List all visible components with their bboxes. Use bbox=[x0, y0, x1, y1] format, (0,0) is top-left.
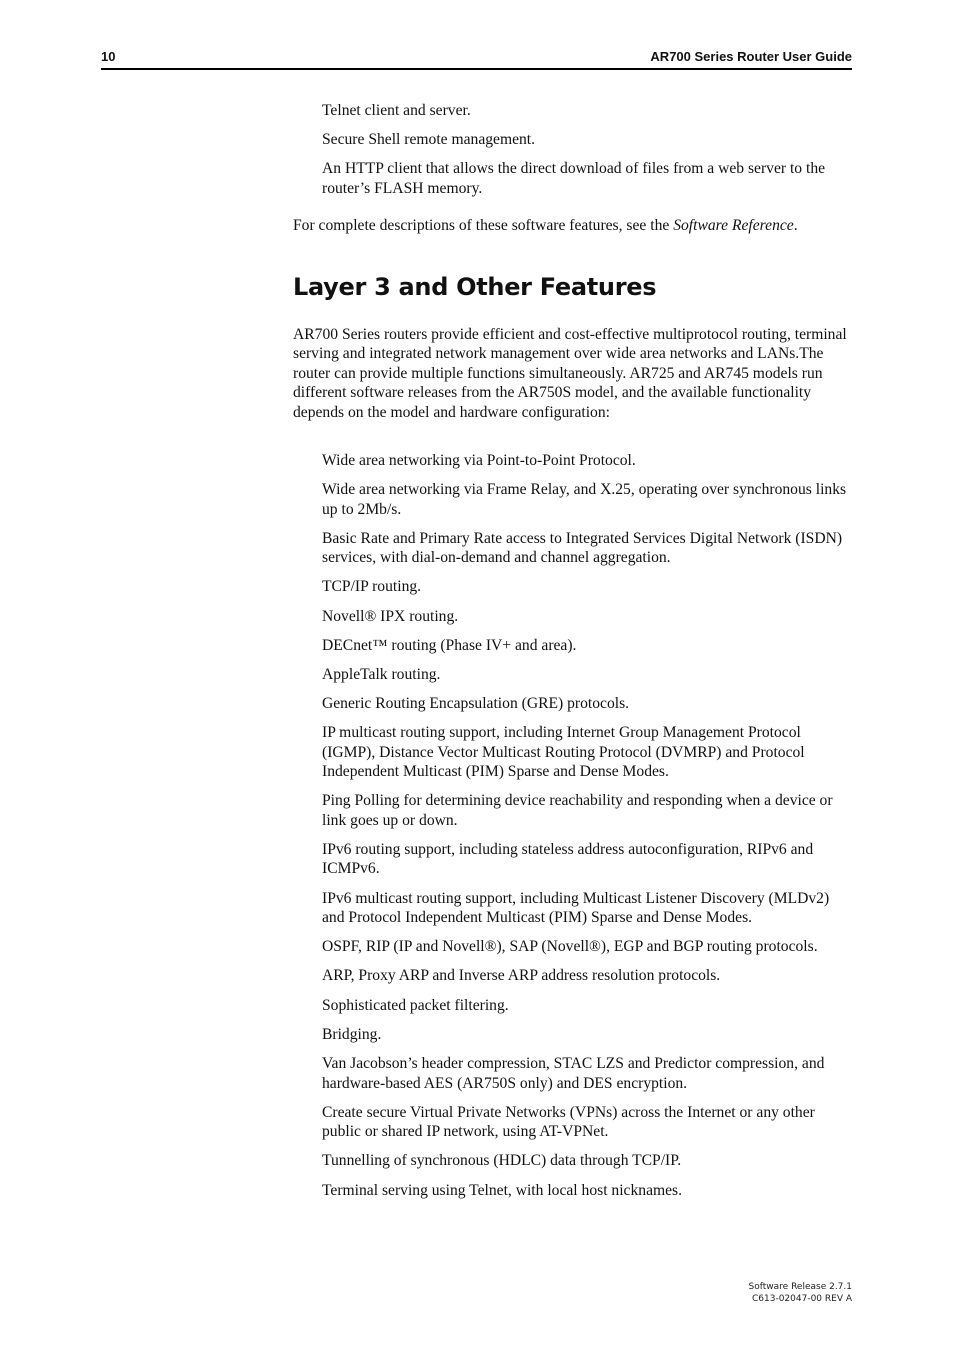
software-release: Software Release 2.7.1 bbox=[748, 1282, 852, 1292]
page-footer bbox=[749, 1281, 852, 1305]
list-item: TCP/IP routing. bbox=[322, 578, 422, 596]
list-item: ARP, Proxy ARP and Inverse ARP address resolution protocols. bbox=[322, 967, 721, 985]
list-item: Bridging. bbox=[322, 1025, 382, 1043]
list-item: Create secure Virtual Private Networks (VPNs) across the Internet or any other public or shared IP network, using AT-VPNet. bbox=[322, 1103, 815, 1141]
list-item: Novell® IPX routing. bbox=[322, 607, 459, 625]
intro-feature-list bbox=[322, 101, 854, 208]
list-item: IPv6 routing support, including stateless address autoconfiguration, RIPv6 and ICMPv6. bbox=[322, 841, 814, 878]
list-item: Telnet client and server. bbox=[322, 102, 471, 119]
document-title: AR700 Series Router User Guide bbox=[650, 49, 852, 64]
list-item: Ping Polling for determining device reachability and responding when a device or link goes up or down. bbox=[322, 792, 833, 829]
section-heading: Layer 3 and Other Features bbox=[293, 273, 657, 301]
list-item: AppleTalk routing. bbox=[322, 666, 441, 684]
list-item: Secure Shell remote management. bbox=[322, 131, 536, 149]
list-item: IPv6 multicast routing support, including Multicast Listener Discovery (MLDv2) and Protocol Independent Multicast (PIM) Sparse and Dense Modes. bbox=[322, 889, 830, 927]
list-item: Wide area networking via Point-to-Point Protocol. bbox=[322, 452, 636, 469]
list-item: Basic Rate and Primary Rate access to Integrated Services Digital Network (ISDN) services, with dial-on-demand and channel aggregation. bbox=[322, 529, 843, 567]
reference-end: . bbox=[793, 217, 798, 234]
list-item: Terminal serving using Telnet, with local host nicknames. bbox=[322, 1181, 683, 1199]
list-item: OSPF, RIP (IP and Novell®), SAP (Novell®), EGP and BGP routing protocols. bbox=[322, 938, 818, 956]
list-item: Van Jacobson’s header compression, STAC LZS and Predictor compression, and hardware-based AES (AR750S only) and DES encryption. bbox=[322, 1055, 825, 1092]
section-intro-paragraph: AR700 Series routers provide efficient and cost-effective multiprotocol routing, terminal serving and integrated network management over wide area networks and LANs.The router can provide multiple functions simultaneously. AR725 and AR745 models run different software releases from the AR750S model, and the available functionality depends on the model and hardware configuration: bbox=[293, 326, 847, 421]
list-item: Sophisticated packet filtering. bbox=[322, 996, 509, 1014]
list-item: DECnet™ routing (Phase IV+ and area). bbox=[322, 636, 577, 654]
list-item: Generic Routing Encapsulation (GRE) protocols. bbox=[322, 695, 630, 713]
list-item: Tunnelling of synchronous (HDLC) data through TCP/IP. bbox=[322, 1152, 682, 1170]
document-code: C613-02047-00 REV A bbox=[751, 1294, 852, 1304]
list-item: An HTTP client that allows the direct download of files from a web server to the router’s FLASH memory. bbox=[322, 160, 826, 197]
list-item: IP multicast routing support, including Internet Group Management Protocol (IGMP), Distance Vector Multicast Routing Protocol (DVMRP) and Protocol Independent Multicast (PIM) Sparse and Dense Modes. bbox=[322, 724, 805, 781]
feature-list bbox=[322, 451, 854, 1210]
page-header bbox=[101, 48, 852, 70]
reference-paragraph bbox=[293, 216, 854, 235]
reference-text: For complete descriptions of these software features, see the bbox=[293, 217, 674, 234]
reference-title: Software Reference bbox=[673, 217, 794, 234]
list-item: Wide area networking via Frame Relay, and X.25, operating over synchronous links up to 2Mb/s. bbox=[322, 481, 847, 518]
page-number: 10 bbox=[101, 49, 116, 64]
